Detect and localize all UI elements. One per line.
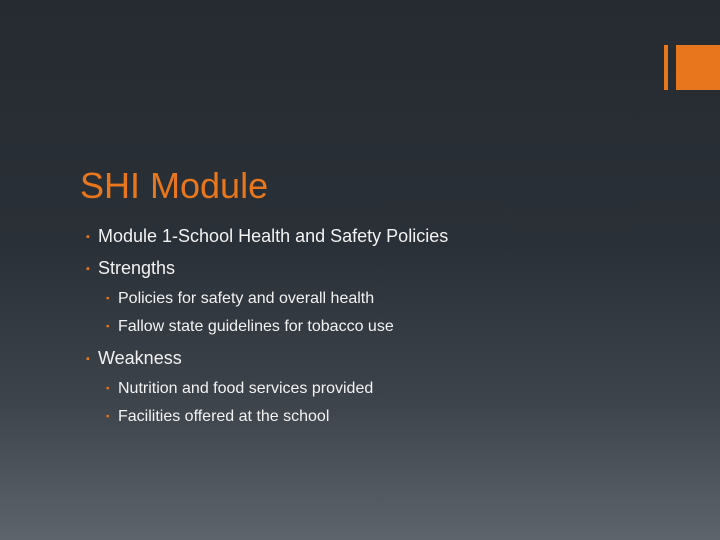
bullet-text: Module 1-School Health and Safety Policies: [98, 226, 449, 246]
sub-bullet-item: [106, 376, 686, 404]
square-bullet-icon: ▪: [86, 353, 90, 365]
square-bullet-icon: ▪: [106, 383, 110, 394]
bullet-item-strengths: [86, 254, 686, 286]
bullet-item-module: [86, 222, 686, 254]
sub-bullet-item: [106, 314, 686, 342]
bullet-text: Weakness: [98, 348, 182, 368]
bullet-item-weakness: [86, 344, 686, 376]
accent-bar-thin: [664, 45, 668, 90]
sub-bullet-item: [106, 286, 686, 314]
square-bullet-icon: ▪: [86, 231, 90, 243]
square-bullet-icon: ▪: [106, 411, 110, 422]
square-bullet-icon: ▪: [106, 293, 110, 304]
bullet-text: Policies for safety and overall health: [118, 290, 375, 307]
bullet-text: Strengths: [98, 258, 176, 278]
bullet-text: Fallow state guidelines for tobacco use: [118, 318, 394, 335]
slide-title: SHI Module: [80, 165, 269, 206]
bullet-list: [86, 222, 686, 432]
sub-bullet-item: [106, 404, 686, 432]
bullet-text: Facilities offered at the school: [118, 408, 330, 425]
square-bullet-icon: ▪: [106, 321, 110, 332]
accent-bar-thick: [676, 45, 720, 90]
square-bullet-icon: ▪: [86, 263, 90, 275]
bullet-text: Nutrition and food services provided: [118, 380, 374, 397]
